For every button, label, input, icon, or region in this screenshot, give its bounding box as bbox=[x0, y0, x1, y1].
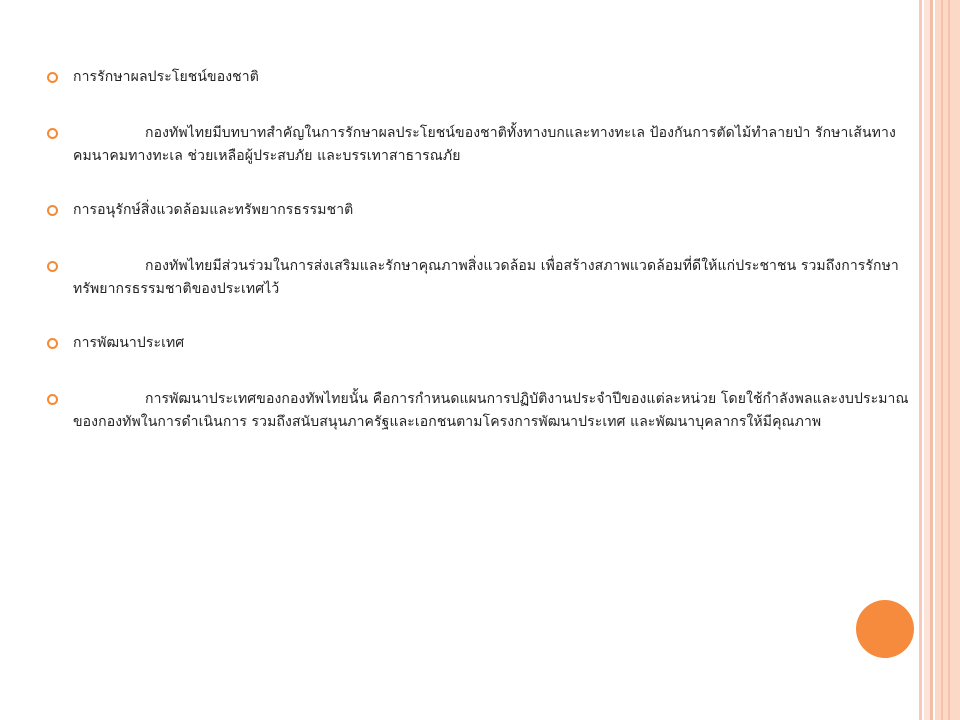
bullet-text: การพัฒนาประเทศของกองทัพไทยนั้น คือการกำหนดแผนการปฏิบัติงานประจำปีของแต่ละหน่วย โดยใช้กำลังพลและงบประมาณของกองทัพในการดำเนินการ รวมถึงสนับสนุนภาครัฐและเอกชนตามโครงการพัฒนาประเทศ และพัฒนาบุคลากรให้มีคุณภาพ bbox=[73, 391, 909, 430]
side-stripe bbox=[948, 0, 950, 720]
bullet-text: การอนุรักษ์สิ่งแวดล้อมและทรัพยากรธรรมชาติ bbox=[73, 202, 354, 218]
bullet-item-body bbox=[44, 122, 934, 168]
bullet-item-heading bbox=[44, 66, 934, 89]
bullet-item-heading bbox=[44, 332, 934, 355]
ring-bullet-icon bbox=[47, 128, 58, 139]
bullet-text: การรักษาผลประโยชน์ของชาติ bbox=[73, 69, 259, 85]
bullet-item-heading bbox=[44, 199, 934, 222]
bullet-text: การพัฒนาประเทศ bbox=[73, 335, 185, 351]
decorative-orange-circle bbox=[856, 600, 914, 658]
ring-bullet-icon bbox=[47, 72, 58, 83]
bullet-item-body bbox=[44, 388, 934, 434]
ring-bullet-icon bbox=[47, 205, 58, 216]
slide-content bbox=[44, 66, 934, 465]
ring-bullet-icon bbox=[47, 261, 58, 272]
side-stripe bbox=[941, 0, 943, 720]
bullet-text: กองทัพไทยมีส่วนร่วมในการส่งเสริมและรักษาคุณภาพสิ่งแวดล้อม เพื่อสร้างสภาพแวดล้อมที่ดีให้แก่ประชาชน รวมถึงการรักษาทรัพยากรธรรมชาติของประเทศไว้ bbox=[73, 258, 899, 297]
ring-bullet-icon bbox=[47, 394, 58, 405]
bullet-text: กองทัพไทยมีบทบาทสำคัญในการรักษาผลประโยชน์ของชาติทั้งทางบกและทางทะเล ป้องกันการตัดไม้ทำลายป่า รักษาเส้นทางคมนาคมทางทะเล ช่วยเหลือผู้ประสบภัย และบรรเทาสาธารณภัย bbox=[73, 125, 896, 164]
ring-bullet-icon bbox=[47, 338, 58, 349]
bullet-item-body bbox=[44, 255, 934, 301]
